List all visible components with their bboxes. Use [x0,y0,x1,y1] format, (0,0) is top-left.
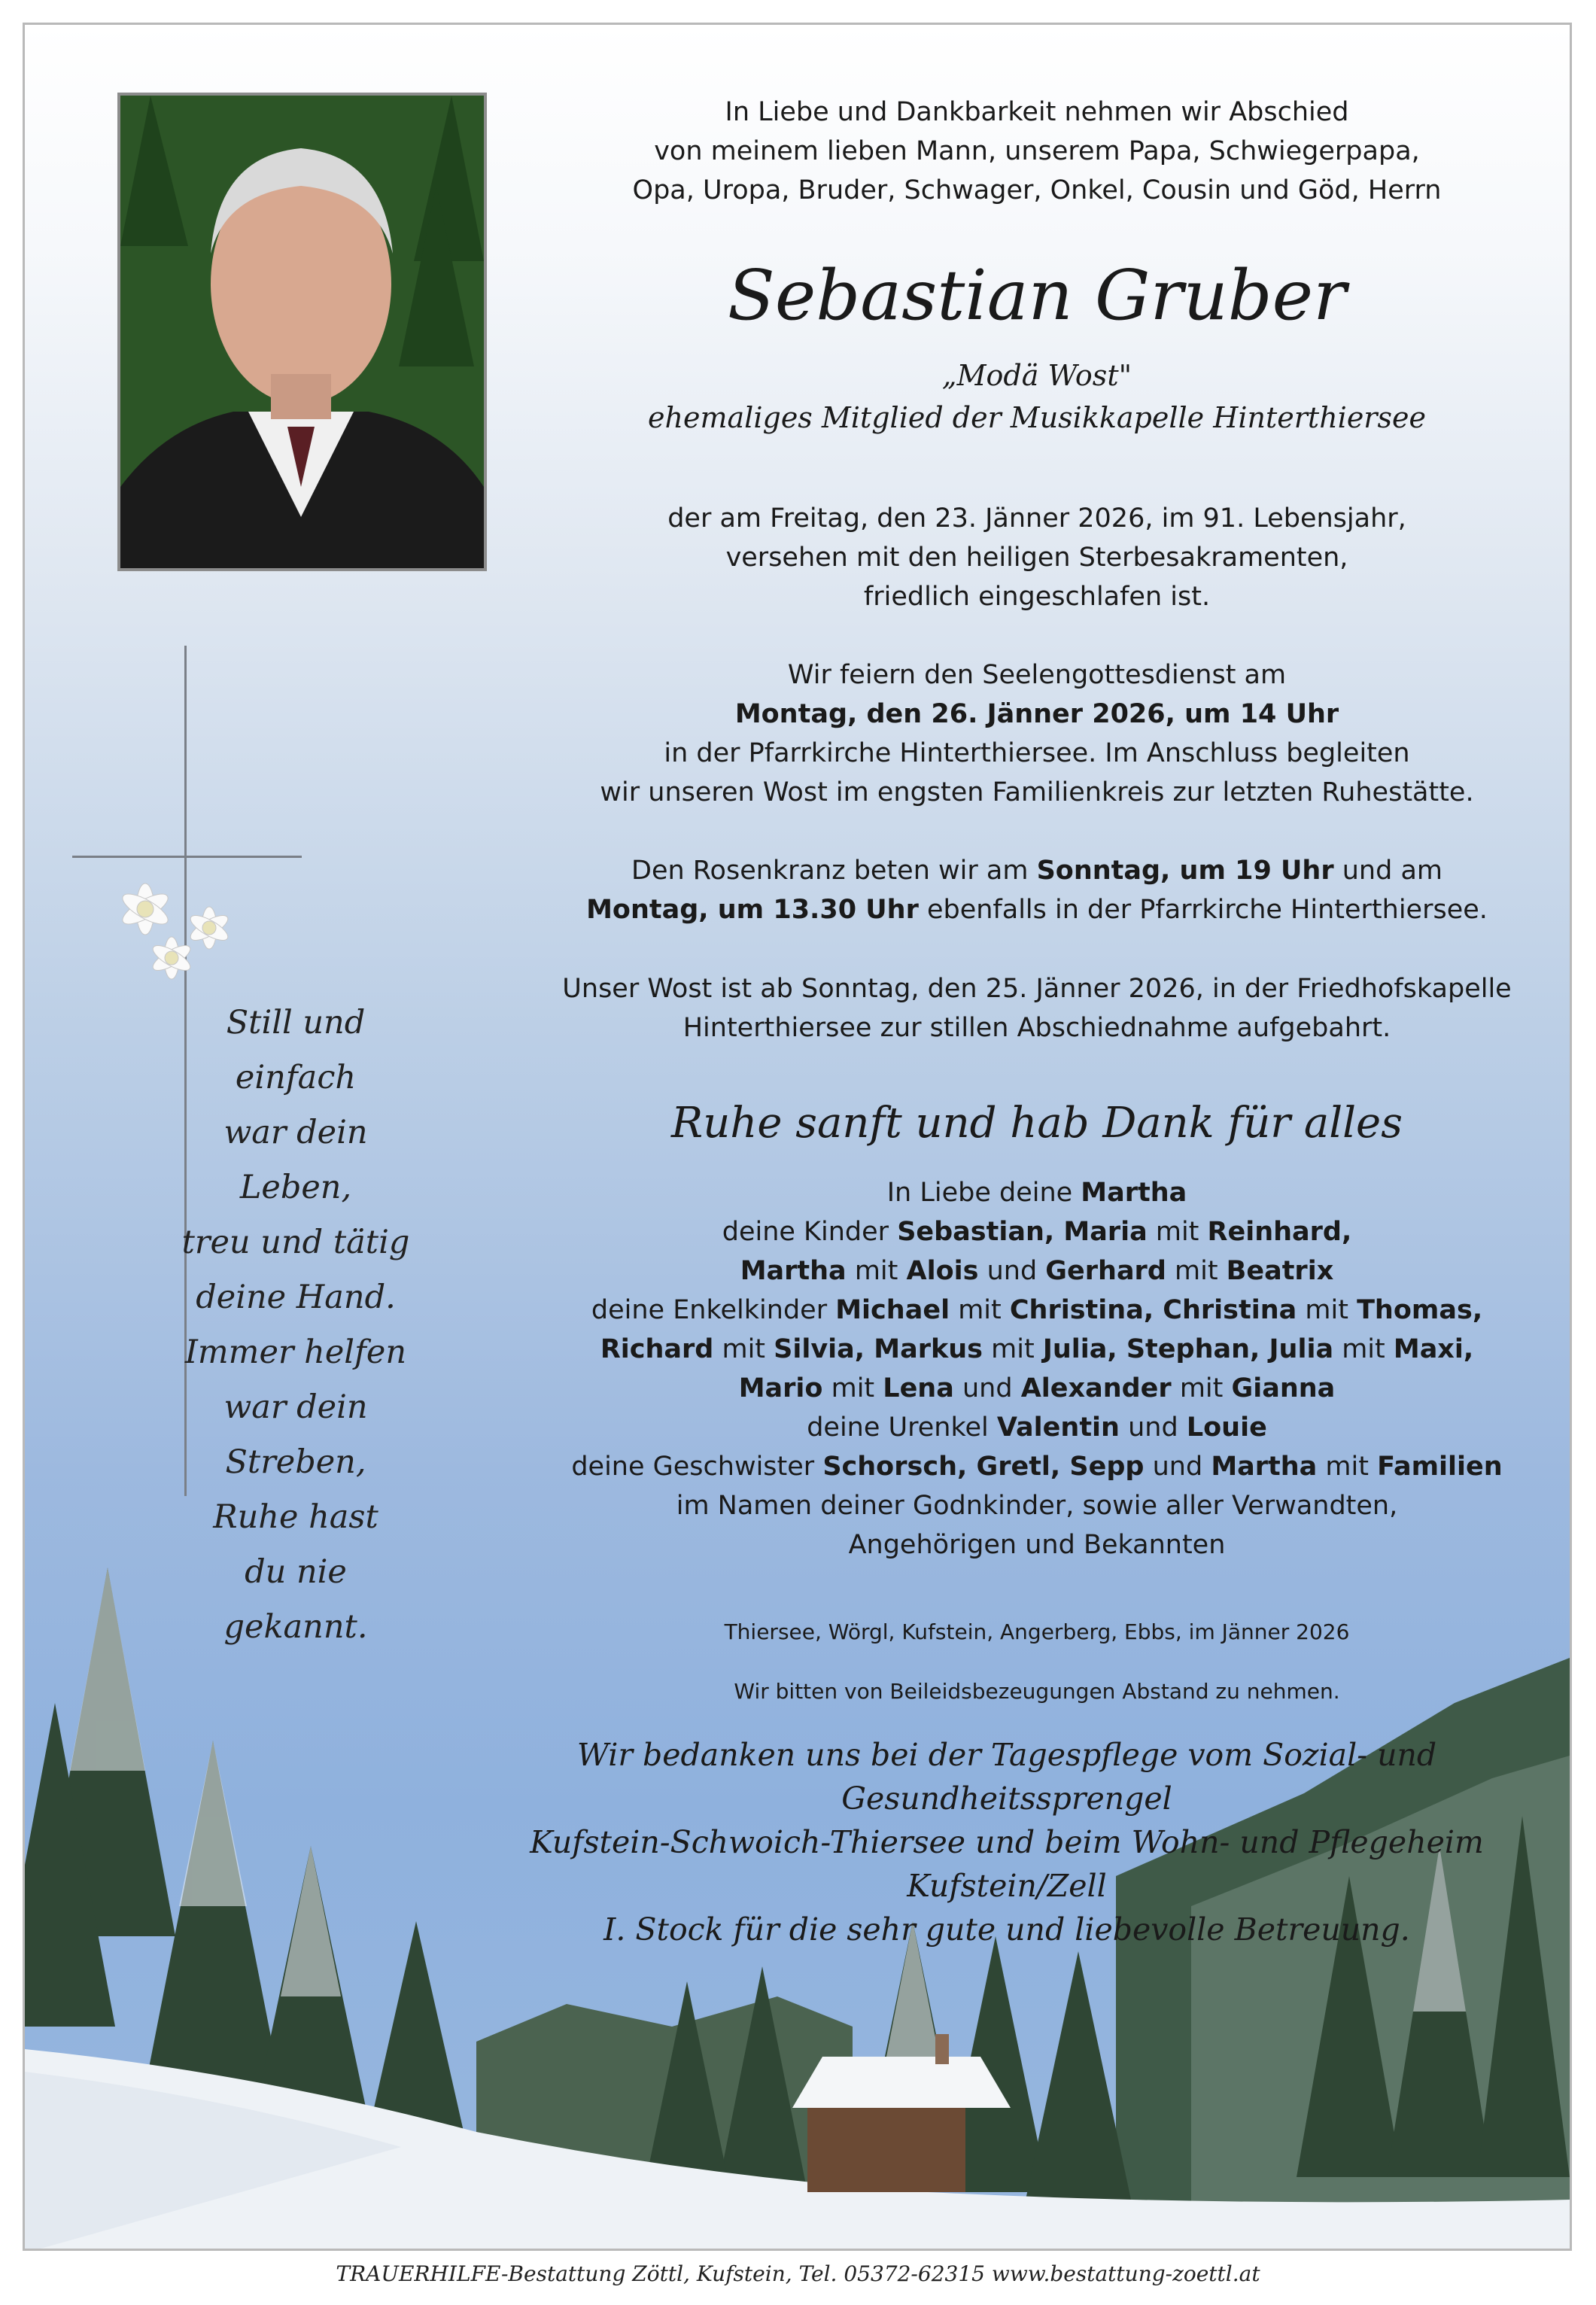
rosary-info: Den Rosenkranz beten wir am Sonntag, um 19 Uhr und am Montag, um 13.30 Uhr ebenfalls in der Pfarrkirche Hinterthiersee. [586,856,1488,925]
family-text: Angehörigen und Bekannten [848,1530,1226,1560]
family-text: mit [1147,1217,1208,1247]
family-list [506,1173,1567,1565]
family-text: mit [1297,1295,1357,1325]
mass-info: Wir feiern den Seelengottesdienst am Montag, den 26. Jänner 2026, um 14 Uhr in der Pfarrkirche Hinterthiersee. Im Anschluss begleiten wir unseren Wost im engsten Familienkreis zur letzten Ruhestätte. [600,660,1474,807]
family-name: Alexander [1020,1373,1172,1403]
family-name: Valentin [996,1412,1120,1443]
family-text: im Namen deiner Godnkinder, sowie aller Verwandten, [676,1491,1398,1521]
family-name: Lena [883,1373,954,1403]
portrait-photo [117,93,487,571]
funeral-home-footer: TRAUERHILFE-Bestattung Zöttl, Kufstein, Tel. 05372-62315 www.bestattung-zoettl.at [336,2261,1260,2286]
poem-line: Immer helfen [184,1333,407,1371]
family-line [506,1525,1567,1565]
family-name: Martha [1211,1452,1318,1482]
poem-line: du nie gekannt. [223,1553,368,1646]
edelweiss-icon [104,875,254,996]
poem-line: war dein Streben, [223,1388,368,1481]
family-text: mit [1317,1452,1378,1482]
family-text: mit [1171,1373,1232,1403]
family-line [506,1369,1567,1408]
family-text: deine Geschwister [571,1452,823,1482]
family-text: und [1119,1412,1187,1443]
family-text: und [953,1373,1021,1403]
intro-text: In Liebe und Dankbarkeit nehmen wir Abschied von meinem lieben Mann, unserem Papa, Schwiegerpapa, Opa, Uropa, Bruder, Schwager, Onkel, Cousin und Göd, Herrn [632,97,1442,205]
poem [175,996,416,1655]
places-date: Thiersee, Wörgl, Kufstein, Angerberg, Ebbs, im Jänner 2026 [724,1619,1350,1644]
family-name: Richard [600,1334,714,1364]
deceased-name: Sebastian Gruber [727,255,1347,336]
family-name: Schorsch, Gretl, Sepp [822,1452,1145,1482]
family-text: mit [983,1334,1043,1364]
family-name: Michael [835,1295,950,1325]
family-text: mit [822,1373,883,1403]
family-name: Martha [1081,1178,1187,1208]
family-name: Christina, Christina [1009,1295,1297,1325]
family-text: mit [713,1334,774,1364]
main-text [506,93,1567,210]
family-name: Alois [906,1256,979,1286]
family-name: Maxi, [1393,1334,1474,1364]
poem-line: Ruhe hast [213,1498,378,1536]
family-name: Louie [1186,1412,1267,1443]
family-line [506,1486,1567,1525]
family-name: Familien [1377,1452,1503,1482]
membership: ehemaliges Mitglied der Musikkapelle Hinterthiersee [648,401,1426,434]
family-text: mit [1333,1334,1394,1364]
family-text: mit [950,1295,1010,1325]
family-text: In Liebe deine [886,1178,1081,1208]
family-name: Sebastian, Maria [897,1217,1148,1247]
family-text: deine Kinder [722,1217,898,1247]
family-name: Mario [738,1373,823,1403]
family-name: Julia, Stephan, Julia [1042,1334,1334,1364]
family-name: Thomas, [1357,1295,1483,1325]
family-line [506,1330,1567,1369]
poem-line: Still und einfach [226,1004,366,1096]
family-text: deine Urenkel [807,1412,997,1443]
family-text: mit [846,1256,907,1286]
family-text: und [978,1256,1046,1286]
viewing-info: Unser Wost ist ab Sonntag, den 25. Jänner 2026, in der Friedhofskapelle Hinterthiersee zur stillen Abschiednahme aufgebahrt. [562,974,1512,1043]
thanks-note: Wir bedanken uns bei der Tagespflege vom Sozial- und Gesundheitssprengel Kufstein-Schwoich-Thiersee und beim Wohn- und Pflegeheim Kufstein/Zell I. Stock für die sehr gute und liebevolle Betreuung. [530,1737,1484,1948]
death-notice: der am Freitag, den 23. Jänner 2026, im 91. Lebensjahr, versehen mit den heiligen Sterbesakramenten, friedlich eingeschlafen ist. [667,503,1406,612]
family-text: deine Enkelkinder [591,1295,836,1325]
family-line [506,1251,1567,1291]
family-name: Gerhard [1045,1256,1166,1286]
family-line [506,1212,1567,1251]
family-name: Reinhard, [1207,1217,1352,1247]
motto: Ruhe sanft und hab Dank für alles [671,1099,1403,1148]
family-name: Martha [740,1256,847,1286]
condolence-note: Wir bitten von Beileidsbezeugungen Abstand zu nehmen. [734,1679,1340,1704]
poem-line: treu und tätig [181,1224,410,1261]
cross-horizontal [72,856,302,858]
obituary-card [23,23,1572,2251]
family-name: Beatrix [1226,1256,1334,1286]
family-line [506,1173,1567,1212]
family-name: Silvia, Markus [774,1334,983,1364]
nickname: „Modä Wost" [941,359,1132,392]
poem-line: war dein Leben, [223,1114,368,1206]
family-text: und [1144,1452,1211,1482]
poem-line: deine Hand. [196,1279,396,1316]
family-line [506,1447,1567,1486]
family-name: Gianna [1231,1373,1336,1403]
family-line [506,1408,1567,1447]
family-line [506,1291,1567,1330]
family-text: mit [1166,1256,1227,1286]
